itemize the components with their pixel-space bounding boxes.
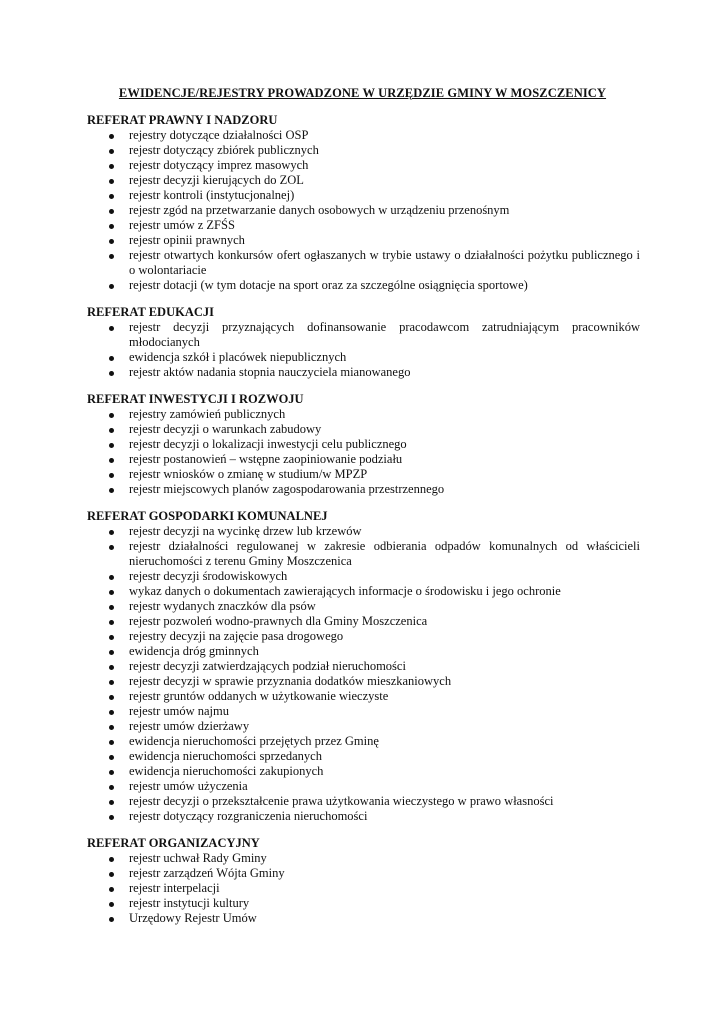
bullet-icon <box>109 134 114 139</box>
list-item-text: ewidencja szkół i placówek niepublicznych <box>129 350 347 364</box>
list-item-text: rejestr otwartych konkursów ofert ogłaszanych w trybie ustawy o działalności pożytku publicznego i o wolontariacie <box>129 248 640 277</box>
list-item <box>87 173 640 188</box>
list-item <box>87 734 640 749</box>
bullet-icon <box>109 356 114 361</box>
list-item <box>87 764 640 779</box>
list-item-text: rejestr postanowień – wstępne zaopiniowanie podziału <box>129 452 403 466</box>
bullet-icon <box>109 239 114 244</box>
list-item <box>87 779 640 794</box>
list-item <box>87 143 640 158</box>
bullet-icon <box>109 770 114 775</box>
section-list <box>87 320 640 380</box>
list-item-text: rejestry dotyczące działalności OSP <box>129 128 309 142</box>
bullet-icon <box>109 857 114 862</box>
list-item-text: rejestr decyzji w sprawie przyznania dodatków mieszkaniowych <box>129 674 452 688</box>
bullet-icon <box>109 725 114 730</box>
bullet-icon <box>109 650 114 655</box>
list-item <box>87 365 640 380</box>
section-list <box>87 128 640 293</box>
bullet-icon <box>109 224 114 229</box>
list-item-text: ewidencja nieruchomości sprzedanych <box>129 749 322 763</box>
list-item <box>87 749 640 764</box>
list-item <box>87 614 640 629</box>
section-inwestycji-i-rozwoju <box>87 392 640 497</box>
bullet-icon <box>109 149 114 154</box>
section-edukacji <box>87 305 640 380</box>
list-item-text: rejestr aktów nadania stopnia nauczyciela mianowanego <box>129 365 411 379</box>
list-item-text: rejestr umów dzierżawy <box>129 719 250 733</box>
list-item <box>87 467 640 482</box>
list-item-text: rejestr pozwoleń wodno-prawnych dla Gminy Moszczenica <box>129 614 428 628</box>
bullet-icon <box>109 815 114 820</box>
list-item <box>87 233 640 248</box>
bullet-icon <box>109 458 114 463</box>
list-item <box>87 881 640 896</box>
list-item-text: rejestr instytucji kultury <box>129 896 250 910</box>
list-item-text: rejestr interpelacji <box>129 881 220 895</box>
bullet-icon <box>109 443 114 448</box>
list-item-text: rejestr decyzji na wycinkę drzew lub krzewów <box>129 524 362 538</box>
bullet-icon <box>109 872 114 877</box>
list-item <box>87 422 640 437</box>
bullet-icon <box>109 590 114 595</box>
section-heading: REFERAT EDUKACJI <box>87 305 214 319</box>
list-item-text: rejestr wydanych znaczków dla psów <box>129 599 316 613</box>
bullet-icon <box>109 254 114 259</box>
list-item <box>87 689 640 704</box>
bullet-icon <box>109 545 114 550</box>
list-item <box>87 809 640 824</box>
list-item <box>87 629 640 644</box>
bullet-icon <box>109 695 114 700</box>
document-content <box>87 113 640 938</box>
list-item <box>87 524 640 539</box>
bullet-icon <box>109 755 114 760</box>
bullet-icon <box>109 917 114 922</box>
section-heading: REFERAT INWESTYCJI I ROZWOJU <box>87 392 304 406</box>
bullet-icon <box>109 710 114 715</box>
bullet-icon <box>109 887 114 892</box>
list-item-text: rejestr umów najmu <box>129 704 229 718</box>
section-list <box>87 407 640 497</box>
list-item-text: rejestr decyzji o przekształcenie prawa użytkowania wieczystego w prawo własności <box>129 794 554 808</box>
bullet-icon <box>109 740 114 745</box>
list-item-text: rejestr decyzji zatwierdzających podział nieruchomości <box>129 659 406 673</box>
list-item <box>87 866 640 881</box>
list-item-text: Urzędowy Rejestr Umów <box>129 911 257 925</box>
list-item-text: rejestr decyzji o warunkach zabudowy <box>129 422 322 436</box>
section-heading: REFERAT ORGANIZACYJNY <box>87 836 260 850</box>
list-item-text: rejestr dotyczący rozgraniczenia nieruchomości <box>129 809 368 823</box>
list-item-text: rejestr dotyczący imprez masowych <box>129 158 309 172</box>
list-item <box>87 482 640 497</box>
list-item <box>87 248 640 278</box>
list-item <box>87 659 640 674</box>
list-item <box>87 911 640 926</box>
section-heading: REFERAT GOSPODARKI KOMUNALNEJ <box>87 509 328 523</box>
bullet-icon <box>109 575 114 580</box>
bullet-icon <box>109 800 114 805</box>
list-item <box>87 704 640 719</box>
list-item <box>87 278 640 293</box>
list-item-text: rejestr zgód na przetwarzanie danych osobowych w urządzeniu przenośnym <box>129 203 510 217</box>
section-list <box>87 851 640 926</box>
list-item-text: rejestry zamówień publicznych <box>129 407 286 421</box>
bullet-icon <box>109 179 114 184</box>
list-item-text: ewidencja nieruchomości przejętych przez Gminę <box>129 734 379 748</box>
bullet-icon <box>109 902 114 907</box>
bullet-icon <box>109 488 114 493</box>
list-item-text: rejestr decyzji o lokalizacji inwestycji celu publicznego <box>129 437 407 451</box>
bullet-icon <box>109 209 114 214</box>
list-item-text: rejestr wniosków o zmianę w studium/w MPZP <box>129 467 368 481</box>
list-item <box>87 794 640 809</box>
bullet-icon <box>109 194 114 199</box>
list-item-text: rejestr miejscowych planów zagospodarowania przestrzennego <box>129 482 445 496</box>
list-item <box>87 407 640 422</box>
section-list <box>87 524 640 824</box>
list-item <box>87 218 640 233</box>
list-item-text: rejestr opinii prawnych <box>129 233 245 247</box>
list-item <box>87 569 640 584</box>
list-item <box>87 203 640 218</box>
list-item <box>87 851 640 866</box>
list-item-text: rejestr dotacji (w tym dotacje na sport oraz za szczególne osiągnięcia sportowe) <box>129 278 528 292</box>
list-item <box>87 350 640 365</box>
list-item <box>87 584 640 599</box>
bullet-icon <box>109 785 114 790</box>
list-item <box>87 188 640 203</box>
list-item <box>87 674 640 689</box>
bullet-icon <box>109 605 114 610</box>
list-item-text: ewidencja dróg gminnych <box>129 644 259 658</box>
list-item <box>87 719 640 734</box>
bullet-icon <box>109 428 114 433</box>
list-item <box>87 539 640 569</box>
section-organizacyjny <box>87 836 640 926</box>
list-item-text: rejestr kontroli (instytucjonalnej) <box>129 188 295 202</box>
list-item-text: ewidencja nieruchomości zakupionych <box>129 764 324 778</box>
bullet-icon <box>109 164 114 169</box>
bullet-icon <box>109 326 114 331</box>
list-item <box>87 896 640 911</box>
bullet-icon <box>109 473 114 478</box>
list-item-text: rejestr decyzji środowiskowych <box>129 569 288 583</box>
list-item <box>87 128 640 143</box>
list-item-text: rejestr zarządzeń Wójta Gminy <box>129 866 285 880</box>
list-item-text: rejestr dotyczący zbiórek publicznych <box>129 143 319 157</box>
list-item-text: rejestr działalności regulowanej w zakresie odbierania odpadów komunalnych od właścicieli nieruchomości z terenu Gminy Moszczenica <box>129 539 640 568</box>
bullet-icon <box>109 680 114 685</box>
section-heading: REFERAT PRAWNY I NADZORU <box>87 113 278 127</box>
list-item <box>87 452 640 467</box>
list-item-text: rejestr gruntów oddanych w użytkowanie wieczyste <box>129 689 389 703</box>
list-item <box>87 320 640 350</box>
document-title: EWIDENCJE/REJESTRY PROWADZONE W URZĘDZIE GMINY W MOSZCZENICY <box>118 86 607 100</box>
bullet-icon <box>109 371 114 376</box>
list-item-text: rejestr umów użyczenia <box>129 779 248 793</box>
section-prawny-i-nadzoru <box>87 113 640 293</box>
list-item <box>87 437 640 452</box>
list-item <box>87 644 640 659</box>
list-item <box>87 599 640 614</box>
section-gospodarki-komunalnej <box>87 509 640 824</box>
list-item-text: rejestry decyzji na zajęcie pasa drogowego <box>129 629 344 643</box>
list-item-text: rejestr uchwał Rady Gminy <box>129 851 267 865</box>
bullet-icon <box>109 620 114 625</box>
bullet-icon <box>109 530 114 535</box>
bullet-icon <box>109 665 114 670</box>
list-item-text: rejestr decyzji kierujących do ZOL <box>129 173 304 187</box>
bullet-icon <box>109 284 114 289</box>
list-item-text: rejestr decyzji przyznających dofinansowanie pracodawcom zatrudniającym pracowników młodocianych <box>129 320 640 349</box>
list-item-text: wykaz danych o dokumentach zawierających informacje o środowisku i jego ochronie <box>129 584 561 598</box>
list-item <box>87 158 640 173</box>
bullet-icon <box>109 413 114 418</box>
list-item-text: rejestr umów z ZFŚS <box>129 218 235 232</box>
bullet-icon <box>109 635 114 640</box>
